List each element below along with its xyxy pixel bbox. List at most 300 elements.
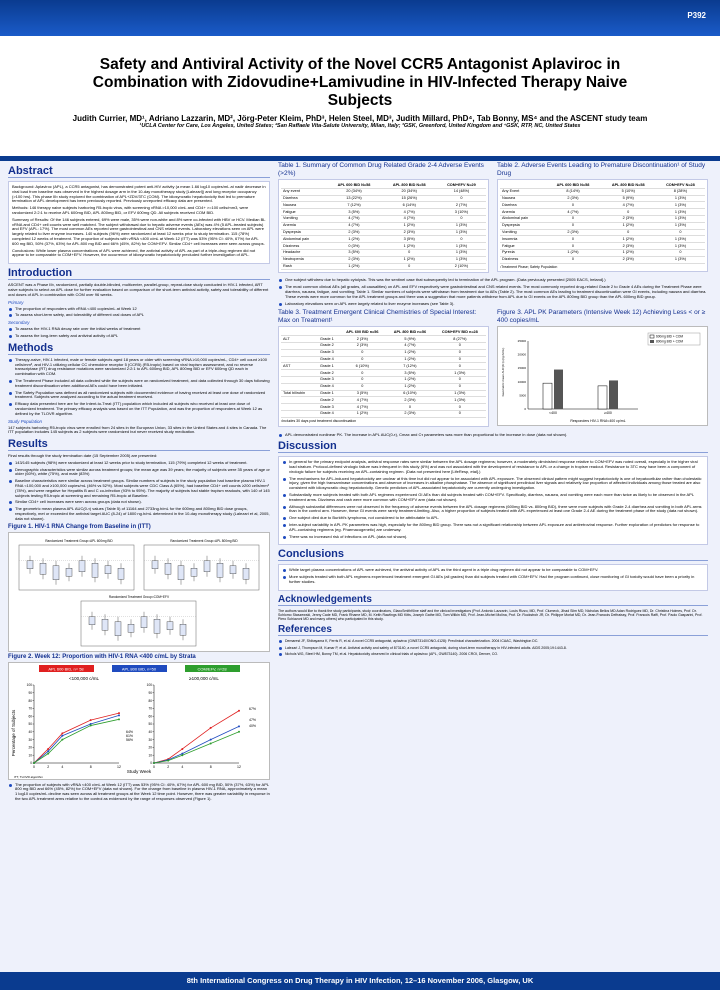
table-cell: 6 (10%): [339, 363, 387, 370]
table1-block: [278, 162, 489, 276]
table-cell: Grade 2: [315, 370, 338, 377]
x-tick-label: 4: [181, 764, 184, 769]
y-tick-label: 5000: [519, 393, 526, 398]
table-cell: 2 (3%): [326, 229, 381, 236]
table-cell: 1 (2%): [386, 349, 434, 356]
table-cell: 1 (3%): [656, 195, 705, 202]
left-panel-label: <100,000 c/mL: [69, 675, 99, 681]
table-cell: 3 (5%): [386, 370, 434, 377]
figure1-panel-600: [19, 545, 134, 590]
table-cell: 0: [434, 410, 486, 417]
y-tick-label: 20: [28, 745, 32, 750]
list-item: The proportion of subjects with vRNA <400 c/mL at Week 12 (ITT) was 53% (95% CI: 40%, 67%) for APL 600 mg BID, 50% (37%, 63%) for APL 800 mg BID and 66% (45%, 82%) for COM+EFV (data not shown). For the change from baseline in plasma HIV-1 RNA, approximately a mean 1 log10 copies/mL decline was seen across all treatment groups at the Week 12 time point. However, there was greater variability in response in the two APL treatment arms relative to the control as evidenced by the range of responses observed (Figure 1).: [8, 783, 270, 802]
figure1-panel-label: Randomized Treatment Group=COM+EFV: [108, 594, 170, 599]
column-header: COM+EFV N=29: [437, 182, 486, 188]
table-cell: Diarrhea: [281, 195, 326, 202]
table-cell: 1 (3%): [656, 202, 705, 209]
box: [165, 563, 171, 574]
methods-heading: Methods: [8, 342, 270, 355]
y-tick-label: 50: [28, 721, 32, 726]
abstract-conclusions: Conclusions: While lower plasma concentrations of APL were achieved, the antiviral activity of APL as part of a triple-drug regimen did not appear to be comparable to COM+EFV. However, the occurrence of idiosyncratic hepatotoxicity precluded further investigation of APL.: [12, 247, 256, 258]
table-row: [500, 243, 705, 250]
list-item: Lalezari J, Thompson M, Kumar P, et al. Antiviral activity and safety of 873140, a novel CCR5 antagonist, during short-term monotherapy in HIV-infected adults. AIDS 2005;19:1443-8.: [278, 646, 708, 650]
y-tick-label: 100: [26, 682, 32, 687]
table-cell: 1 (2%): [386, 376, 434, 383]
table-cell: 1 (3%): [656, 236, 705, 243]
x-axis-label: Study Week: [126, 768, 152, 774]
list-item: The proportion of responders with vRNA <400 copies/mL at Week 12: [8, 307, 270, 312]
y-tick-label: 90: [148, 690, 152, 695]
table-cell: 2 (3%): [545, 195, 600, 202]
end-label: 47%: [249, 717, 257, 722]
panel-frame: [81, 601, 196, 646]
poster-title: Safety and Antiviral Activity of the Novel CCR5 Antagonist Aplaviroc in Combination with Zidovudine+Lamivudine in HIV-Infected Therapy Naive Subjects: [92, 56, 628, 109]
table-cell: Anemia: [500, 209, 545, 216]
list-item: Although substantial differences were not observed in the frequency of adverse events between the APL dosage regimens (600mg BID vs. 800mg BID), there were more subjects with Grade 2-4 diarrhea and vomiting in both APL arms than in the control arm. However, these GI events were rarely treatment-limiting. Also, a higher proportion of subjects treated with APL experienced at least one Grade 2-4 AE during the treatment phase of the study (data not shown).: [282, 505, 704, 515]
list-item: The geometric mean plasma APL AUC(0-τ) values (Table 5) of 11164 and 2733ng.h/mL for the 600mg and 800mg BID dose groups, respectively, met or exceeded the antiviral target AUC (8-24) of 1800 ng.h/mL determined in the 10-day monotherapy study (Lalezari et al, 2005, data not shown).: [8, 507, 270, 521]
table-cell: 4 (7%): [601, 202, 656, 209]
table-cell: 0: [434, 363, 486, 370]
table2-note: ¹Treatment Phase; Safety Population: [500, 264, 558, 269]
series-line: [154, 731, 239, 762]
column-header: APL 600 BID n=56: [339, 329, 387, 335]
figure3: [497, 326, 708, 426]
box: [154, 619, 160, 633]
table-cell: Grade 3: [315, 376, 338, 383]
box: [167, 621, 173, 629]
table3-block: [278, 309, 489, 429]
table-cell: 8 (14%): [545, 188, 600, 195]
box: [102, 619, 108, 630]
table-cell: 0: [339, 356, 387, 363]
table-cell: Rash: [281, 263, 326, 270]
x-tick-label: 2: [47, 764, 50, 769]
box: [40, 563, 46, 574]
y-tick-label: 10: [28, 753, 32, 758]
figure3-block: [497, 309, 708, 429]
table-row: [281, 363, 486, 370]
data-point: [61, 738, 63, 740]
table-row: [281, 397, 486, 404]
legend-label: APL 800 BID, n=50: [121, 666, 157, 672]
table3-caption: Table 3. Treatment Emergent Clinical Chemistries of Special Interest: Max on Treatment¹: [278, 309, 477, 324]
table-cell: 1 (2%): [382, 256, 437, 263]
table2-caption: Table 2. Adverse Events Leading to Premature Discontinuation¹ of Study Drug: [497, 162, 706, 177]
y-tick-label: 20: [148, 745, 152, 750]
list-item: Similar CD4+ cell increases were seen across groups (data not shown).: [8, 500, 270, 505]
table-cell: 5 (9%): [601, 195, 656, 202]
list-item: While target plasma concentrations of APL were achieved, the antiviral activity of APL as the third agent in a triple drug regimen did not appear to be comparable to COM+EFV.: [282, 568, 704, 573]
table-row: [281, 202, 486, 209]
table-cell: Pyrexia: [500, 249, 545, 256]
list-item: One subject died due to Burkitt's lymphoma, not considered to be attributable to APL.: [282, 516, 704, 521]
table-cell: 0: [382, 263, 437, 270]
list-item: The Safety Population was defined as all randomized subjects with documented evidence of having received at least one dose of randomized treatment. Subjects were analyzed according to the actual treatment received.: [8, 391, 270, 401]
list-item: Therapy-naive, HIV-1 infected, male or female subjects aged 18 years or older with screening vRNA ≥10,000 copies/mL, CD4+ cell count ≥100 cells/mm³, and HIV-1 utilizing cellular CC chemokine receptor 5 (CCR5) (R5-tropic) based on viral tropism assessment, and no reverse transcriptase (RT) drug resistance mutations were randomized 2:2:1 to APL 600mg BID, APL 800mg BID or EFV 600mg QD each in combination with COM.: [8, 358, 270, 377]
table-cell: 4 (7%): [382, 209, 437, 216]
table-cell: Abdominal pain: [500, 215, 545, 222]
table-cell: 0: [545, 236, 600, 243]
table-cell: 15 (26%): [382, 195, 437, 202]
legend-swatch: [650, 335, 654, 338]
box: [128, 624, 134, 632]
table-cell: Grade 4: [315, 383, 338, 390]
table-cell: 6 (14%): [382, 202, 437, 209]
series-line: [154, 726, 239, 763]
table-cell: [281, 342, 315, 349]
data-point: [61, 732, 63, 734]
table-cell: 0: [545, 202, 600, 209]
table-cell: 2 (3%): [326, 256, 381, 263]
table-row: [281, 349, 486, 356]
table-cell: 4 (7%): [545, 209, 600, 216]
table-row: [281, 229, 486, 236]
table-cell: 4 (7%): [339, 404, 387, 411]
table-cell: 2 (3%): [601, 243, 656, 250]
x-tick-label: <400: [549, 411, 557, 416]
box: [178, 565, 184, 579]
table-row: [281, 256, 486, 263]
table-cell: 3 (5%): [382, 236, 437, 243]
table-cell: 1 (2%): [326, 263, 381, 270]
primary-label: Primary: [8, 299, 24, 305]
table-cell: 5 (10%): [601, 188, 656, 195]
figure1-panel-label: Randomized Treatment Group=APL 800mg BID: [170, 538, 238, 543]
figure1-boxplots: [9, 533, 269, 651]
x-tick-label: 0: [33, 764, 35, 769]
figure3-plot-area: [518, 339, 638, 415]
figure2: [8, 662, 270, 780]
table-cell: 1 (2%): [382, 222, 437, 229]
data-point: [118, 712, 120, 714]
table-cell: Dizziness: [281, 243, 326, 250]
primary-list: [8, 307, 270, 319]
legend-label: 600mg BID + COM: [656, 334, 684, 339]
box: [204, 560, 210, 571]
table-cell: [281, 397, 315, 404]
box: [27, 560, 33, 568]
data-point: [210, 742, 212, 744]
results-heading: Results: [8, 438, 270, 451]
box: [92, 563, 98, 577]
table-row: [500, 236, 705, 243]
table-cell: Grade 4: [315, 356, 338, 363]
y-tick-label: 100: [146, 682, 152, 687]
table-cell: 1 (2%): [386, 383, 434, 390]
column-header: APL 800 BID n=56: [386, 329, 434, 335]
abstract-heading: Abstract: [8, 165, 270, 178]
series-line: [34, 713, 119, 763]
right-column: [278, 162, 708, 658]
table-cell: [281, 410, 315, 417]
table-cell: 1 (3%): [656, 215, 705, 222]
discussion-list: [282, 460, 704, 539]
table-row: [281, 404, 486, 411]
table-row: [500, 209, 705, 216]
table3-box: [278, 326, 489, 426]
data-point: [210, 738, 212, 740]
box: [115, 621, 121, 635]
table-cell: 1 (3%): [437, 256, 486, 263]
study-population-text: 147 subjects harboring R5-tropic virus were enrolled from 24 sites in the European Union, 33 sites in the United States and 4 sites in Canada. The ITT population includes 145 subjects as 2 subjects were randomized but never received study medication.: [8, 424, 267, 435]
acknowledgements-heading: Acknowledgements: [278, 594, 708, 606]
list-item: APL demonstrated nonlinear PK. The increase in APL AUC(0-τ), Cmax and Cτ parameters was more than proportional to the increase in dose (data not shown).: [278, 433, 708, 438]
references-list: [278, 639, 708, 656]
table-row: [500, 202, 705, 209]
table-cell: Fatigue: [281, 209, 326, 216]
table-cell: 1 (2%): [326, 236, 381, 243]
table-cell: 2 (3%): [339, 336, 387, 343]
list-item: 143/145 subjects (98%) were randomized at least 12 weeks prior to study termination, 115 (79%) completed 12 weeks of treatment.: [8, 461, 270, 466]
x-tick-label: 0: [153, 764, 155, 769]
y-tick-label: 15000: [517, 366, 526, 371]
table-cell: 0: [434, 356, 486, 363]
figure2-plot-area: [27, 683, 241, 769]
table-cell: Total bilirubin: [281, 390, 315, 397]
table-cell: 2 (3%): [601, 215, 656, 222]
list-item: Nichols WG, Steel HM, Bonny TM, et al. Hepatotoxicity observed in clinical trials of aplaviroc (APL, GW873140). 2006 CROI, Denver, CO.: [278, 652, 708, 656]
table-cell: 2 (3%): [545, 229, 600, 236]
table-cell: 0: [545, 222, 600, 229]
table-cell: 1 (2%): [339, 410, 387, 417]
table-cell: 1 (2%): [382, 243, 437, 250]
column-header: COM+EFV N=28: [656, 182, 705, 188]
table3-fig3-row: [278, 309, 708, 429]
box: [191, 568, 197, 576]
data-point: [238, 725, 240, 727]
box: [79, 560, 85, 571]
list-item: Inter-subject variability in APL PK parameters was high, especially for the 800mg BID group. There was not a significant relationship between APL exposure and antiretroviral response. Further exploration of predictors for response to APL-containing regimens (eg. Pharmacogenetic) are underway.: [282, 523, 704, 533]
tables-row: [278, 162, 708, 276]
table-cell: 5 (9%): [386, 336, 434, 343]
table-cell: 0: [339, 349, 387, 356]
table-cell: 0: [656, 229, 705, 236]
box: [217, 563, 223, 577]
table-cell: 0: [545, 256, 600, 263]
end-label: 40%: [249, 723, 257, 728]
x-tick-label: 12: [237, 764, 241, 769]
table-row: [500, 222, 705, 229]
x-tick-label: 8: [89, 764, 92, 769]
results-intro: Final results through the study termination date (15 September 2005) are presented:: [8, 453, 158, 459]
box: [180, 624, 186, 635]
y-axis-label: Percentage of Subjects: [11, 709, 16, 756]
table-cell: 0: [339, 370, 387, 377]
table-cell: 2 (3%): [386, 410, 434, 417]
list-item: Laboratory elevations seen on APL were largely related to liver enzyme increases (see Table 3).: [278, 302, 708, 307]
table-cell: 3 (5%): [339, 390, 387, 397]
table2-block: [497, 162, 708, 276]
abstract-results: Summary of Results: Of the 146 subjects entered, 69% were male, 35% were non-white and 8% were co-infected with HBV or HCV. Median BL vRNA and CD4+ cell counts were well matched. The subject withdrawal due to hepatic adverse events (AEs) was 4% (5 APL-treated subjects) and EFV (APL: 17%). The most common AEs reported were gastrointestinal and CNS related events. Laboratory elevations seen on APL were largely related to liver enzyme increases. 140 subjects (96%) were randomized at least 12 weeks prior to study termination. 115 (78%) completed 12 weeks of treatment. The proportion of subjects with vRNA <400 c/mL at Week 12 (ITT) was 53% (95% CI: 40%, 67%) for APL 600 mg BID, 50% (37%, 63%) for APL 800 mg BID and 66% (45%, 82%) for COM+EFV. Similar CD4+ cell increases were seen across groups.: [12, 216, 266, 246]
x-tick-label: 8: [209, 764, 212, 769]
data-point: [90, 724, 92, 726]
table-cell: 0: [437, 236, 486, 243]
table-cell: Abdominal pain: [281, 236, 326, 243]
table-cell: 3 (10%): [437, 209, 486, 216]
legend-label: 800mg BID + COM: [656, 339, 684, 344]
acknowledgements-text: The authors would like to thank the study participants, study coordinators, GlaxoSmithKline staff and the clinical investigators (Prof. Antonio Lazzarin, Louis Rizzo, MD, Prof. Clumeck, Jihad Slim MD, Nicholas Bellos MD Adan Rodriguez MD, Dr. Christina Holmes, Prof. Dr. Schlomo Staszewski, Jenny Cade MD, Frank Rhame MD, M. Keith Rawlings MD Kitts, Joseph Gathe MD, Tom Wilkin MD, Prof. Jean-Michel Molina, Prof. Dr. Rockstroh JR, Dr. Philippe Morlat MD, Dr. Jean-Francois Delfraissy, Prof. Francois Raffi, Prof. Paolo Gasparini, Prof. Piero Schiavoni MD and many others) who participated in this study.: [278, 608, 703, 622]
end-label: 67%: [249, 706, 257, 711]
box: [66, 568, 72, 576]
table-cell: Grade 1: [315, 363, 338, 370]
table-cell: 1 (3%): [656, 256, 705, 263]
table-cell: [281, 383, 315, 390]
affiliations: ¹UCLA Center for Care, Los Angeles, United States; ²San Raffaele Vita-Salute University, Milan, Italy; ³GSK, Greenford, United Kingdom and ⁴GSK, RTP, NC, United States: [139, 123, 581, 129]
list-item: The most common clinical AEs (all grades, all causalities) on APL and EFV respectively were gastrointestinal and CNS related events. The most commonly reported drug-related Grade 2 to Grade 4 AEs during the Treatment Phase were diarrhea, nausea, fatigue, and vomiting; Table 1. Similar numbers of subjects were withdrawn from treatment due to AEs (Table 2). The most common AEs leading to treatment discontinuation were GI events, including nausea and diarrhea. These events were more common for the APL treatment groups and there was a suggestion that more patients withdrew from APL due to GI events on the APL 800mg BID group than the APL 600mg BID group.: [278, 285, 708, 299]
list-item: In general for the primary endpoint analysis, antiviral response rates were similar between the APL dosage regimens; however, a moderately diminished response relative to COM+EFV was noted overall, especially in the higher viral load stratum. Protocol-defined virologic failure was infrequent in this study (6%) and was not associated with the development of resistance to APL or a change in tropism readout. Resistance to 3TC may have been a component of virologic failure for subjects receiving an APL-containing regimen. (Data not presented here [LifeResp, etal].): [282, 460, 704, 474]
y-tick-label: 40: [28, 729, 32, 734]
table-cell: Dyspepsia: [500, 222, 545, 229]
x-tick-label: 12: [117, 764, 121, 769]
results-list: [8, 461, 270, 522]
figure2-notes: [8, 783, 270, 802]
y-tick-label: 80: [28, 698, 32, 703]
table-cell: 2 (3%): [386, 397, 434, 404]
table-cell: 1 (2%): [601, 222, 656, 229]
left-column: [8, 162, 270, 804]
table-cell: [281, 370, 315, 377]
table-cell: 4 (7%): [382, 215, 437, 222]
table-cell: Vomiting: [281, 215, 326, 222]
table-cell: 1 (2%): [545, 249, 600, 256]
footer: 8th International Congress on Drug Therapy in HIV Infection, 12–16 November 2006, Glasgow, UK: [0, 972, 720, 990]
table-row: [500, 256, 705, 263]
x-tick-label: ≥400: [604, 411, 612, 416]
table-cell: 0: [434, 383, 486, 390]
y-tick-label: 10: [148, 753, 152, 758]
y-axis-label: Geometric mean AUC(0-τ) (ng.h/mL): [501, 347, 505, 397]
table2: [500, 182, 705, 264]
table1-caption: Table 1. Summary of Common Drug Related Grade 2-4 Adverse Events (>2%): [278, 162, 484, 177]
header-bar: [0, 0, 720, 36]
table-cell: 7 (12%): [386, 363, 434, 370]
table-row: [281, 222, 486, 229]
table-row: [281, 236, 486, 243]
data-point: [118, 714, 120, 716]
table-cell: 14 (48%): [437, 188, 486, 195]
table-cell: 1 (3%): [434, 390, 486, 397]
introduction-heading: Introduction: [8, 267, 270, 280]
table-cell: 2 (10%): [437, 263, 486, 270]
table-cell: Fatigue: [500, 243, 545, 250]
table-row: [500, 249, 705, 256]
table-cell: Dizziness: [500, 256, 545, 263]
table-row: [500, 188, 705, 195]
table-cell: 0: [434, 404, 486, 411]
table-row: [281, 342, 486, 349]
table-cell: 0 (3%): [326, 243, 381, 250]
list-item: To assess the HIV-1 RNA decay rate over the initial weeks of treatment: [8, 327, 270, 332]
table-cell: 0: [656, 249, 705, 256]
list-item: There was no increased risk of infections on APL (data not shown).: [282, 535, 704, 540]
table-cell: Grade 2: [315, 342, 338, 349]
table-cell: 3 (5%): [326, 209, 381, 216]
list-item: To assess the long-term safety and antiviral activity of APL: [8, 334, 270, 339]
table-cell: 2 (7%): [437, 202, 486, 209]
box: [89, 616, 95, 624]
panel-frame: [19, 545, 134, 590]
table-row: [281, 336, 486, 343]
table-cell: 0: [382, 249, 437, 256]
table-cell: Vomiting: [500, 229, 545, 236]
table2-box: [497, 179, 708, 272]
column-header: APL 800 BID N=58: [601, 182, 656, 188]
abstract-box: [8, 181, 270, 264]
table-cell: Grade 3: [315, 404, 338, 411]
references-heading: References: [278, 624, 708, 636]
list-item: To assess short-term safety, and tolerability of different oral doses of APL: [8, 313, 270, 318]
table-cell: 0: [545, 243, 600, 250]
discussion-box: [278, 456, 708, 545]
table-cell: 2 (3%): [339, 342, 387, 349]
title-block: [0, 36, 720, 158]
box: [243, 568, 249, 579]
table-cell: 2 (3%): [382, 229, 437, 236]
table-cell: 0: [434, 349, 486, 356]
table-cell: 6 (10%): [386, 390, 434, 397]
table-cell: 4 (7%): [386, 342, 434, 349]
table-cell: 0: [601, 229, 656, 236]
table-cell: Headache: [281, 249, 326, 256]
column-header: APL 600 BID N=58: [545, 182, 600, 188]
table-row: [281, 390, 486, 397]
table-cell: Dyspepsia: [281, 229, 326, 236]
bar-800: [554, 370, 563, 409]
data-point: [47, 750, 49, 752]
y-tick-label: 70: [148, 706, 152, 711]
table-cell: 1 (3%): [437, 222, 486, 229]
table-cell: ALT: [281, 336, 315, 343]
table-cell: Nausea: [281, 202, 326, 209]
table-row: [500, 195, 705, 202]
figure2-chart: [9, 663, 269, 779]
data-point: [90, 719, 92, 721]
table-cell: 1 (2%): [601, 236, 656, 243]
table1-box: [278, 179, 489, 273]
secondary-list: [8, 327, 270, 339]
y-tick-label: 20000: [517, 352, 526, 357]
table-cell: Any event: [281, 188, 326, 195]
data-point: [61, 734, 63, 736]
data-point: [153, 762, 155, 764]
table-cell: Grade 1: [315, 336, 338, 343]
panel-frame: [144, 545, 259, 590]
list-item: More subjects treated with both APL regimens experienced treatment emergent GI AEs (all grades) than did subjects treated with COM+EFV. Had the program continued, close monitoring of GI toxicity would have been a priority in further studies.: [282, 575, 704, 585]
bar-800: [609, 381, 618, 410]
table-cell: Neutropenia: [281, 256, 326, 263]
list-item: Substantially more subjects treated with both APL regimens experienced GI AEs than did subjects treated with COM+EFV. Specifically, diarrhea, nausea, and vomiting were each more than twice as likely to be observed in the APL treatment arms. Dizziness and rash were more common with COM+EFV arm (data not shown).: [282, 493, 704, 503]
y-tick-label: 90: [28, 690, 32, 695]
table-row: [281, 215, 486, 222]
figure1-panel-800: [144, 545, 259, 590]
table-cell: 0: [601, 209, 656, 216]
y-tick-label: 25000: [517, 339, 526, 344]
table-cell: 1 (2%): [386, 356, 434, 363]
data-point: [167, 759, 169, 761]
series-line: [34, 715, 119, 763]
box: [230, 565, 236, 573]
x-tick-label: 2: [167, 764, 170, 769]
table3: [281, 329, 486, 417]
figure1: [8, 532, 270, 652]
table-cell: AST: [281, 363, 315, 370]
end-label: 64%: [126, 729, 134, 734]
table-cell: 4 (7%): [339, 397, 387, 404]
data-point: [238, 730, 240, 732]
table-cell: 0: [386, 404, 434, 411]
table-cell: 0: [434, 376, 486, 383]
box: [118, 568, 124, 579]
